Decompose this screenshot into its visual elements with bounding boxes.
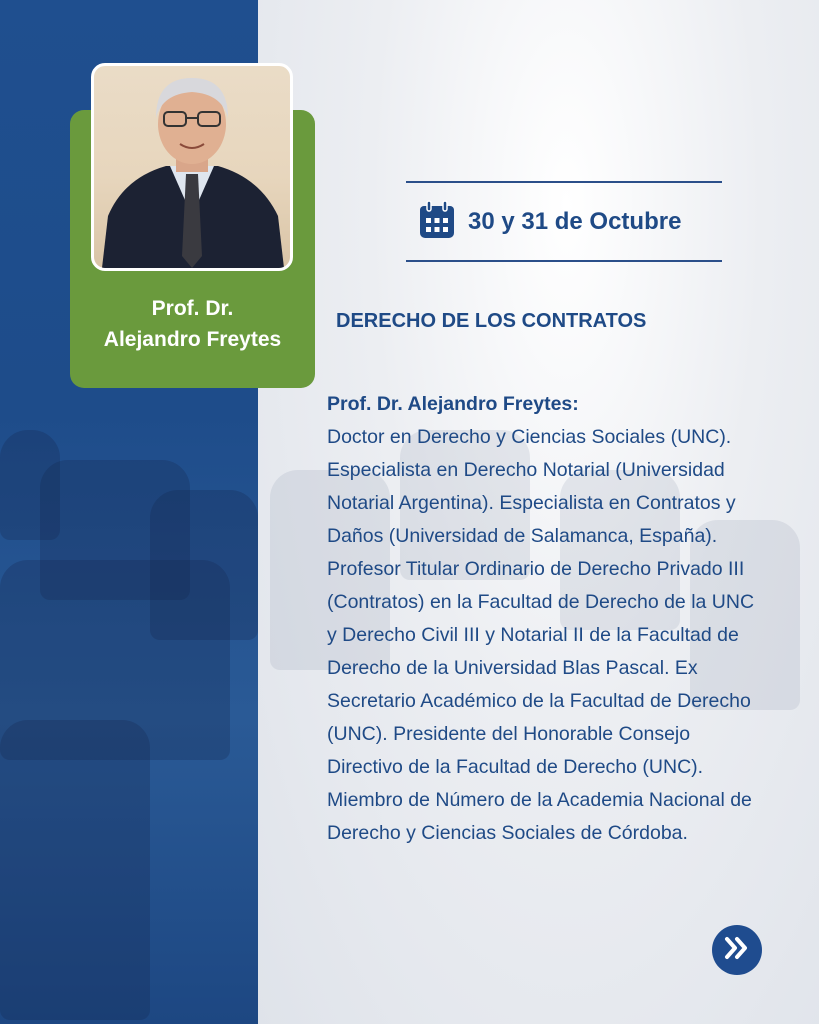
background-chair [0, 720, 150, 1020]
event-date [418, 202, 681, 242]
background-watermark [360, 148, 368, 182]
course-title: DERECHO DE LOS CONTRATOS [336, 310, 647, 332]
next-slide-button[interactable] [712, 925, 762, 975]
speaker-name-block [70, 293, 315, 355]
bio-text: Doctor en Derecho y Ciencias Sociales (UNC). Especialista en Derecho Notarial (Universidad Notarial Argentina). Especialista en Contratos y Daños (Universidad de Salamanca, España). Profesor Titular Ordinario de Derecho Privado III (Contratos) en la Facultad de Derecho de la UNC y Derecho Civil III y Notarial II de la Facultad de Derecho de la Universidad Blas Pascal. Ex Secretario Académico de la Facultad de Derecho (UNC). Presidente del Honorable Consejo Directivo de la Facultad de Derecho (UNC). Miembro de Número de la Academia Nacional de Derecho y Ciencias Sociales de Córdoba. [327, 426, 755, 844]
double-chevron-right-icon [723, 936, 751, 965]
calendar-icon [418, 200, 456, 245]
date-divider-bottom [406, 260, 722, 262]
bio-heading: Prof. Dr. Alejandro Freytes: [327, 393, 579, 415]
speaker-name: Alejandro Freytes [103, 328, 282, 351]
date-divider-top [406, 181, 722, 183]
speaker-title: Prof. Dr. [151, 297, 234, 320]
speaker-portrait [94, 66, 290, 268]
speaker-bio [327, 388, 767, 850]
speaker-photo [91, 63, 293, 271]
event-date-text: 30 y 31 de Octubre [468, 208, 682, 235]
